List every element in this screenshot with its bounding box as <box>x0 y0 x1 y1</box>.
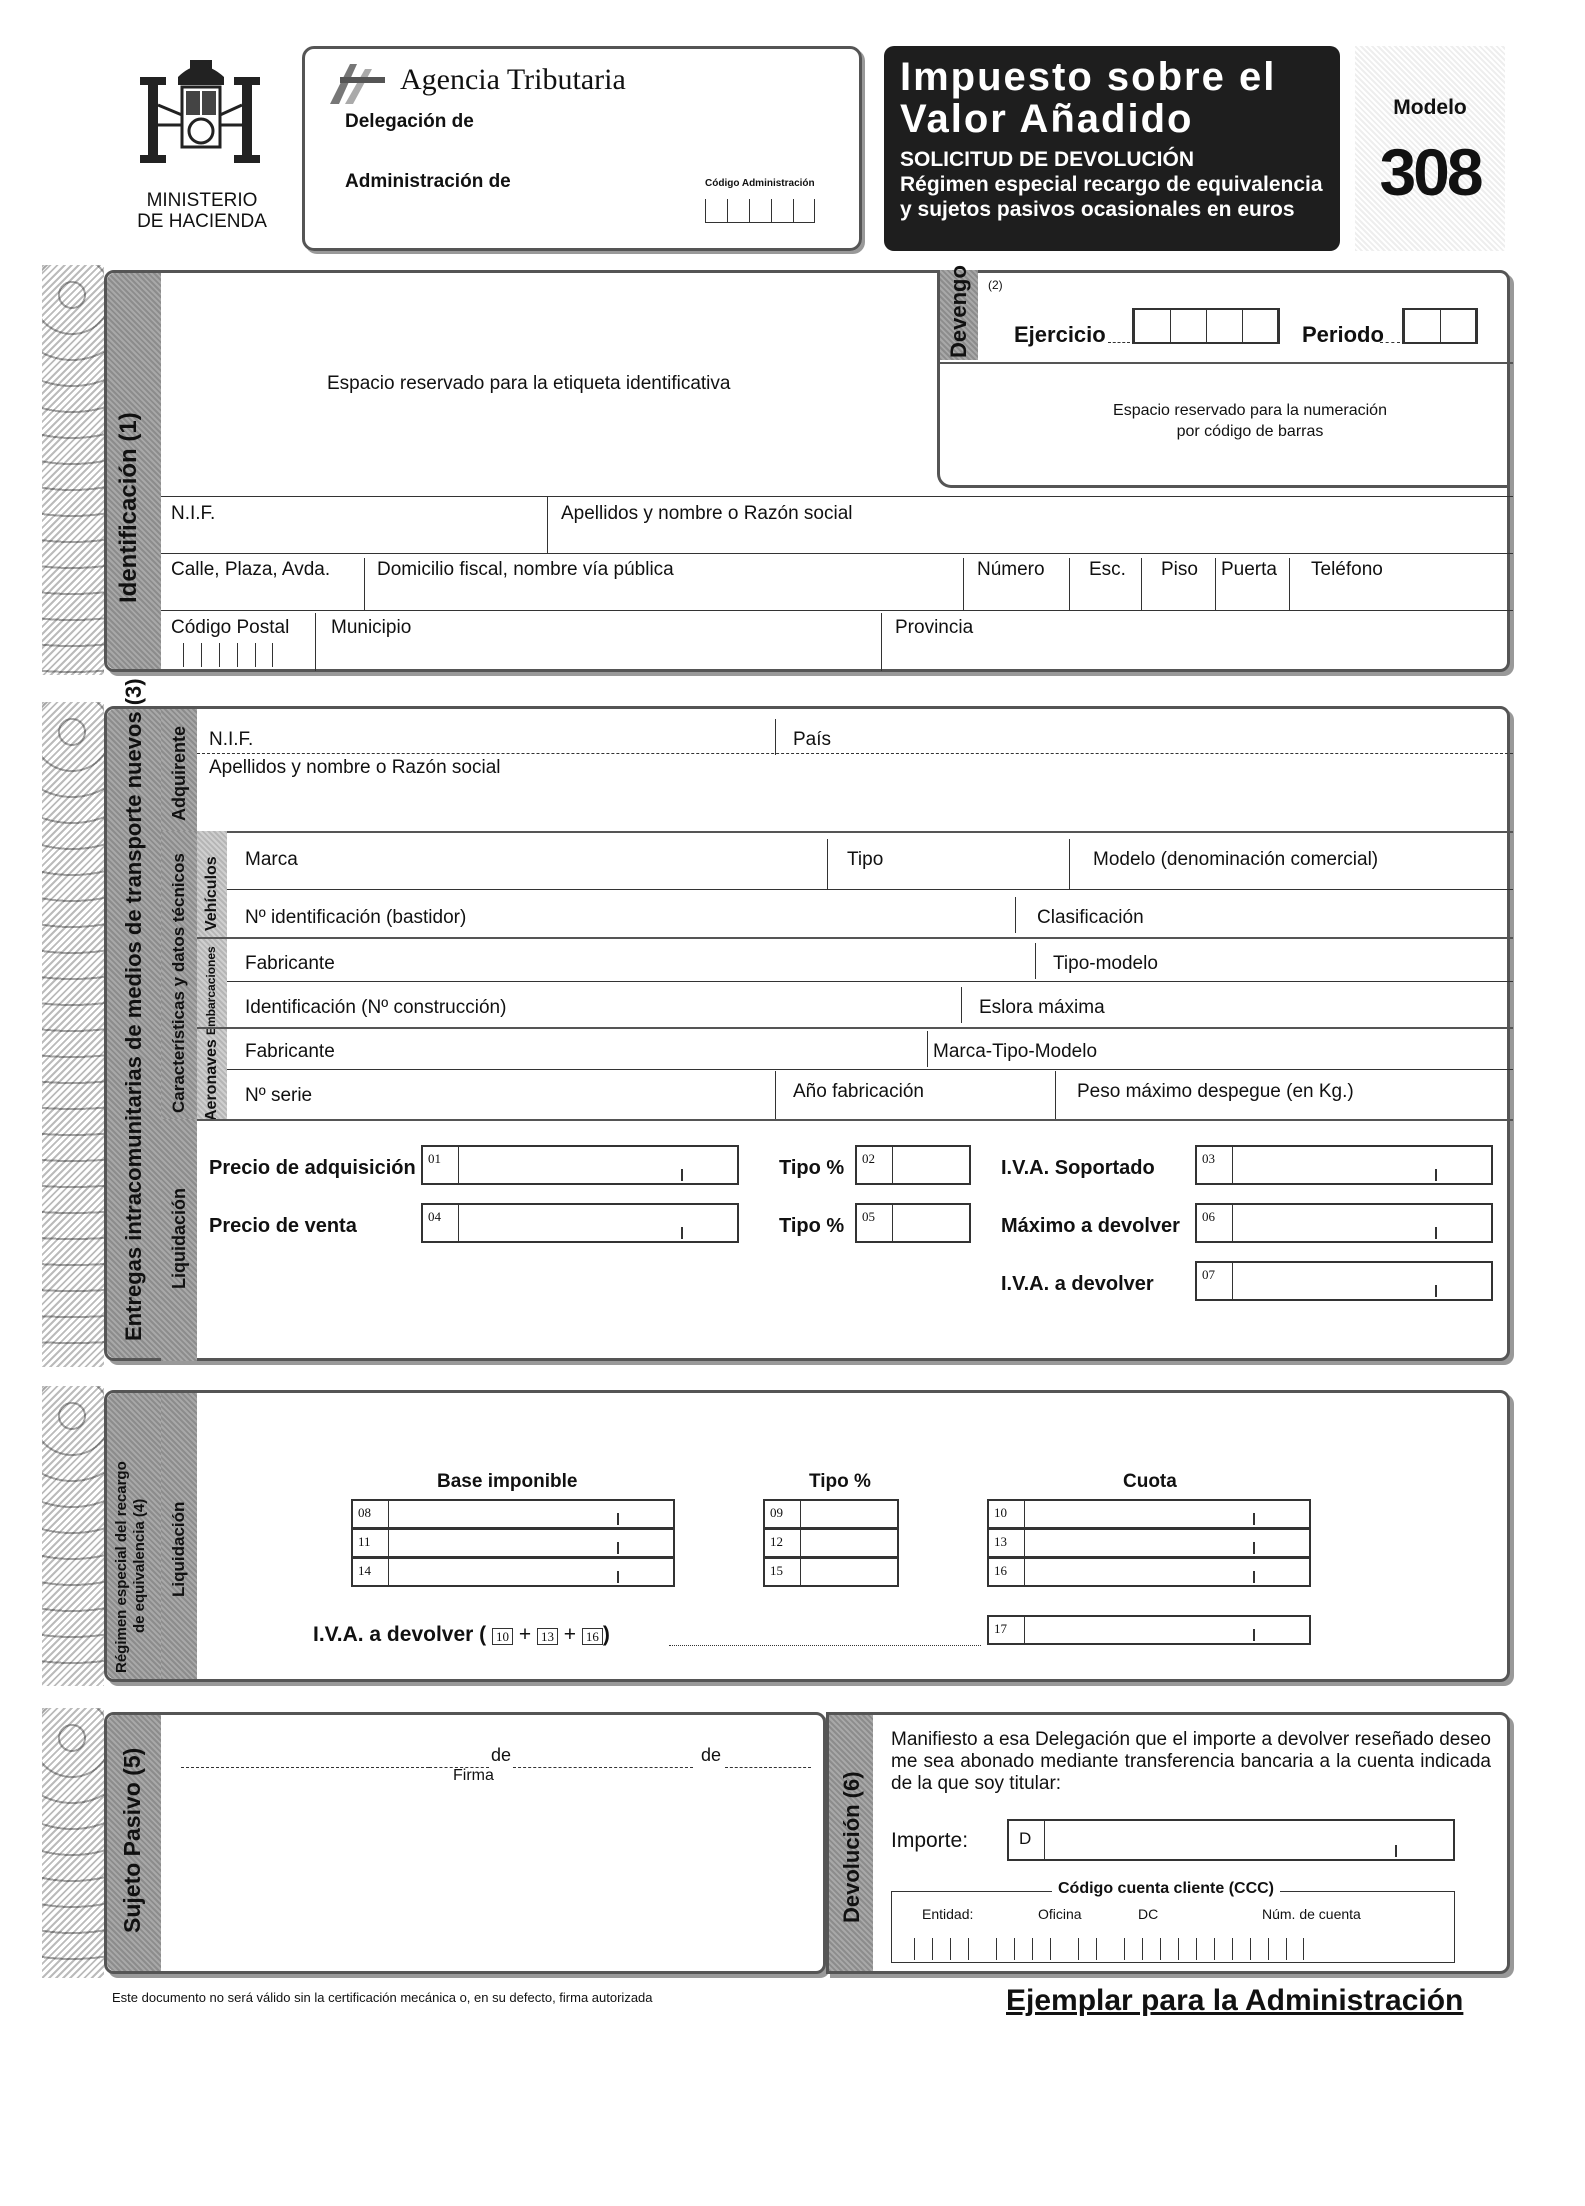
close-paren: ) <box>602 1623 610 1646</box>
liquidacion2-title: Liquidación <box>169 1501 188 1597</box>
ministry-logo <box>130 55 270 185</box>
entidad-label: Entidad: <box>922 1906 974 1922</box>
importe-label: Importe: <box>891 1829 969 1852</box>
field-17[interactable]: 17 <box>987 1615 1311 1645</box>
delegacion-label: Delegación de <box>345 111 474 132</box>
embarcaciones-title: Embarcaciones <box>204 946 218 1035</box>
ccc-cells[interactable] <box>914 1938 1304 1960</box>
field-11[interactable]: 11 <box>351 1528 675 1558</box>
marca-tipo-modelo-label[interactable]: Marca-Tipo-Modelo <box>933 1041 1098 1062</box>
anio-label[interactable]: Año fabricación <box>793 1081 924 1102</box>
deco-strip-1 <box>42 265 104 675</box>
subtitle3: y sujetos pasivos ocasionales en euros <box>900 198 1295 221</box>
devolucion-title: Devolución (6) <box>839 1771 864 1923</box>
firma-label[interactable]: Firma <box>453 1767 494 1784</box>
deco-strip-3 <box>42 1386 104 1686</box>
de2-label: de <box>701 1745 722 1765</box>
domicilio-label[interactable]: Domicilio fiscal, nombre vía pública <box>377 559 674 580</box>
tipo2-label: Tipo % <box>779 1215 845 1237</box>
esc-label[interactable]: Esc. <box>1089 559 1126 580</box>
cuota-header: Cuota <box>1123 1471 1177 1492</box>
marca-label[interactable]: Marca <box>245 849 298 870</box>
section-entregas <box>104 678 1510 1361</box>
regimen-title2: de equivalencia (4) <box>131 1498 148 1633</box>
tipo-header: Tipo % <box>809 1471 871 1492</box>
modelo-label-field[interactable]: Modelo (denominación comercial) <box>1093 849 1379 870</box>
precio-adq-label: Precio de adquisición <box>209 1157 416 1179</box>
sujeto-title: Sujeto Pasivo (5) <box>119 1747 145 1933</box>
field-08[interactable]: 08 <box>351 1499 675 1529</box>
municipio-label[interactable]: Municipio <box>331 617 412 638</box>
devolucion-text: Manifiesto a esa Delegación que el importe a devolver reseñado deseo me sea abonado mediante transferencia bancaria a la cuenta indicada de la que soy titular: <box>891 1729 1491 1794</box>
agency-logo-icon <box>325 59 395 111</box>
devengo-box[interactable] <box>937 265 1510 488</box>
fabricante1-label[interactable]: Fabricante <box>245 953 335 974</box>
agency-box <box>302 46 862 251</box>
ref-16: 16 <box>582 1628 603 1645</box>
puerta-label[interactable]: Puerta <box>1221 559 1277 580</box>
plus-2: + <box>563 1623 577 1646</box>
title-block <box>884 46 1340 251</box>
provincia-label[interactable]: Provincia <box>895 617 974 638</box>
caracteristicas-title: Características y datos técnicos <box>169 853 188 1113</box>
iva-soportado-label: I.V.A. Soportado <box>1001 1157 1155 1179</box>
tipo-modelo-label[interactable]: Tipo-modelo <box>1053 953 1158 974</box>
periodo-label: Periodo <box>1302 322 1384 347</box>
iva-devolver2-label: I.V.A. a devolver ( <box>313 1623 487 1646</box>
dc-label: DC <box>1138 1906 1159 1922</box>
field-05[interactable]: 05 <box>855 1203 971 1243</box>
ejercicio-cells[interactable] <box>1132 308 1280 344</box>
field-09[interactable]: 09 <box>763 1499 899 1529</box>
modelo-box <box>1355 46 1505 251</box>
field-13[interactable]: 13 <box>987 1528 1311 1558</box>
ref-10: 10 <box>492 1628 513 1645</box>
peso-label[interactable]: Peso máximo despegue (en Kg.) <box>1077 1081 1354 1102</box>
nif-label[interactable]: N.I.F. <box>171 503 216 524</box>
adq-nif-label[interactable]: N.I.F. <box>209 729 254 750</box>
clasificacion-label[interactable]: Clasificación <box>1037 907 1144 928</box>
regimen-title1: Régimen especial del recargo <box>113 1461 130 1673</box>
etiqueta-text: Espacio reservado para la etiqueta identificativa <box>327 373 731 394</box>
devengo-title: Devengo <box>946 265 971 358</box>
codigo-admin-label: Código Administración <box>705 178 815 189</box>
field-01[interactable]: 01 <box>421 1145 739 1185</box>
modelo-label: Modelo <box>1393 96 1467 119</box>
entregas-title: Entregas intracomunitarias de medios de transporte nuevos (3) <box>121 678 146 1341</box>
field-12[interactable]: 12 <box>763 1528 899 1558</box>
section-regimen <box>104 1390 1510 1682</box>
barcode-line1: Espacio reservado para la numeración <box>1113 402 1387 419</box>
tipo1-label: Tipo % <box>779 1157 845 1179</box>
aeronaves-title: Aeronaves <box>203 1039 220 1121</box>
field-10[interactable]: 10 <box>987 1499 1311 1529</box>
field-15[interactable]: 15 <box>763 1557 899 1587</box>
field-03[interactable]: 03 <box>1195 1145 1493 1185</box>
subtitle1: SOLICITUD DE DEVOLUCIÓN <box>900 148 1195 171</box>
cuenta-label: Núm. de cuenta <box>1262 1906 1361 1922</box>
barcode-text <box>1040 400 1460 442</box>
ejemplar-label: Ejemplar para la Administración <box>1006 1984 1464 2017</box>
deco-strip-2 <box>42 702 104 1367</box>
identificacion-title: Identificación (1) <box>115 412 142 603</box>
modelo-number: 308 <box>1379 135 1481 209</box>
oficina-label: Oficina <box>1038 1906 1082 1922</box>
field-14[interactable]: 14 <box>351 1557 675 1587</box>
subtitle2: Régimen especial recargo de equivalencia <box>900 173 1323 196</box>
adquirente-title: Adquirente <box>169 725 189 821</box>
iva-devolver-formula <box>313 1623 610 1647</box>
ministry-name <box>112 190 292 232</box>
section-sujeto <box>104 1712 826 1974</box>
title-line1: Impuesto sobre el <box>900 55 1277 99</box>
tipo-label[interactable]: Tipo <box>847 849 884 870</box>
identificacion-constr-label[interactable]: Identificación (Nº construcción) <box>245 997 507 1018</box>
ccc-title: Código cuenta cliente (CCC) <box>1052 1880 1280 1898</box>
apellidos-label[interactable]: Apellidos y nombre o Razón social <box>561 503 853 524</box>
serie-label[interactable]: Nº serie <box>245 1085 313 1106</box>
field-02[interactable]: 02 <box>855 1145 971 1185</box>
ministry-line2: DE HACIENDA <box>137 211 267 232</box>
maximo-label: Máximo a devolver <box>1001 1215 1180 1237</box>
devengo-num: (2) <box>988 278 1003 292</box>
precio-venta-label: Precio de venta <box>209 1215 357 1237</box>
piso-label[interactable]: Piso <box>1161 559 1198 580</box>
footer-note: Este documento no será válido sin la certificación mecánica o, en su defecto, firma autorizada <box>112 1990 653 2005</box>
field-06[interactable]: 06 <box>1195 1203 1493 1243</box>
importe-field[interactable]: D <box>1007 1819 1455 1861</box>
field-16[interactable]: 16 <box>987 1557 1311 1587</box>
fabricante2-label[interactable]: Fabricante <box>245 1041 335 1062</box>
barcode-line2: por código de barras <box>1176 423 1324 440</box>
agency-name: Agencia Tributaria <box>400 63 626 96</box>
deco-strip-4 <box>42 1708 104 1978</box>
plus-1: + <box>518 1623 532 1646</box>
bastidor-label[interactable]: Nº identificación (bastidor) <box>245 907 467 928</box>
title-line2: Valor Añadido <box>900 97 1194 141</box>
eslora-label[interactable]: Eslora máxima <box>979 997 1105 1018</box>
vehiculos-title: Vehículos <box>203 856 220 931</box>
section-devolucion <box>826 1712 1510 1974</box>
telefono-label[interactable]: Teléfono <box>1311 559 1383 580</box>
base-header: Base imponible <box>437 1471 578 1492</box>
codigo-admin-cells[interactable] <box>705 199 815 223</box>
field-04[interactable]: 04 <box>421 1203 739 1243</box>
ccc-box[interactable] <box>891 1880 1455 1963</box>
calle-label: Calle, Plaza, Avda. <box>171 559 331 580</box>
liquidacion1-title: Liquidación <box>169 1188 189 1289</box>
adq-apellidos-label[interactable]: Apellidos y nombre o Razón social <box>209 757 501 778</box>
pais-label[interactable]: País <box>793 729 832 750</box>
ref-13: 13 <box>537 1628 558 1645</box>
iva-devolver1-label: I.V.A. a devolver <box>1001 1273 1154 1295</box>
periodo-cells[interactable] <box>1402 308 1478 344</box>
field-07[interactable]: 07 <box>1195 1261 1493 1301</box>
ejercicio-label: Ejercicio <box>1014 322 1106 347</box>
cp-label: Código Postal <box>171 617 290 638</box>
numero-label[interactable]: Número <box>977 559 1045 580</box>
de1-label: de <box>491 1745 512 1765</box>
section-identificacion <box>104 265 1510 672</box>
ministry-line1: MINISTERIO <box>146 190 258 211</box>
cp-cells[interactable] <box>183 643 273 667</box>
administracion-label: Administración de <box>345 171 511 192</box>
